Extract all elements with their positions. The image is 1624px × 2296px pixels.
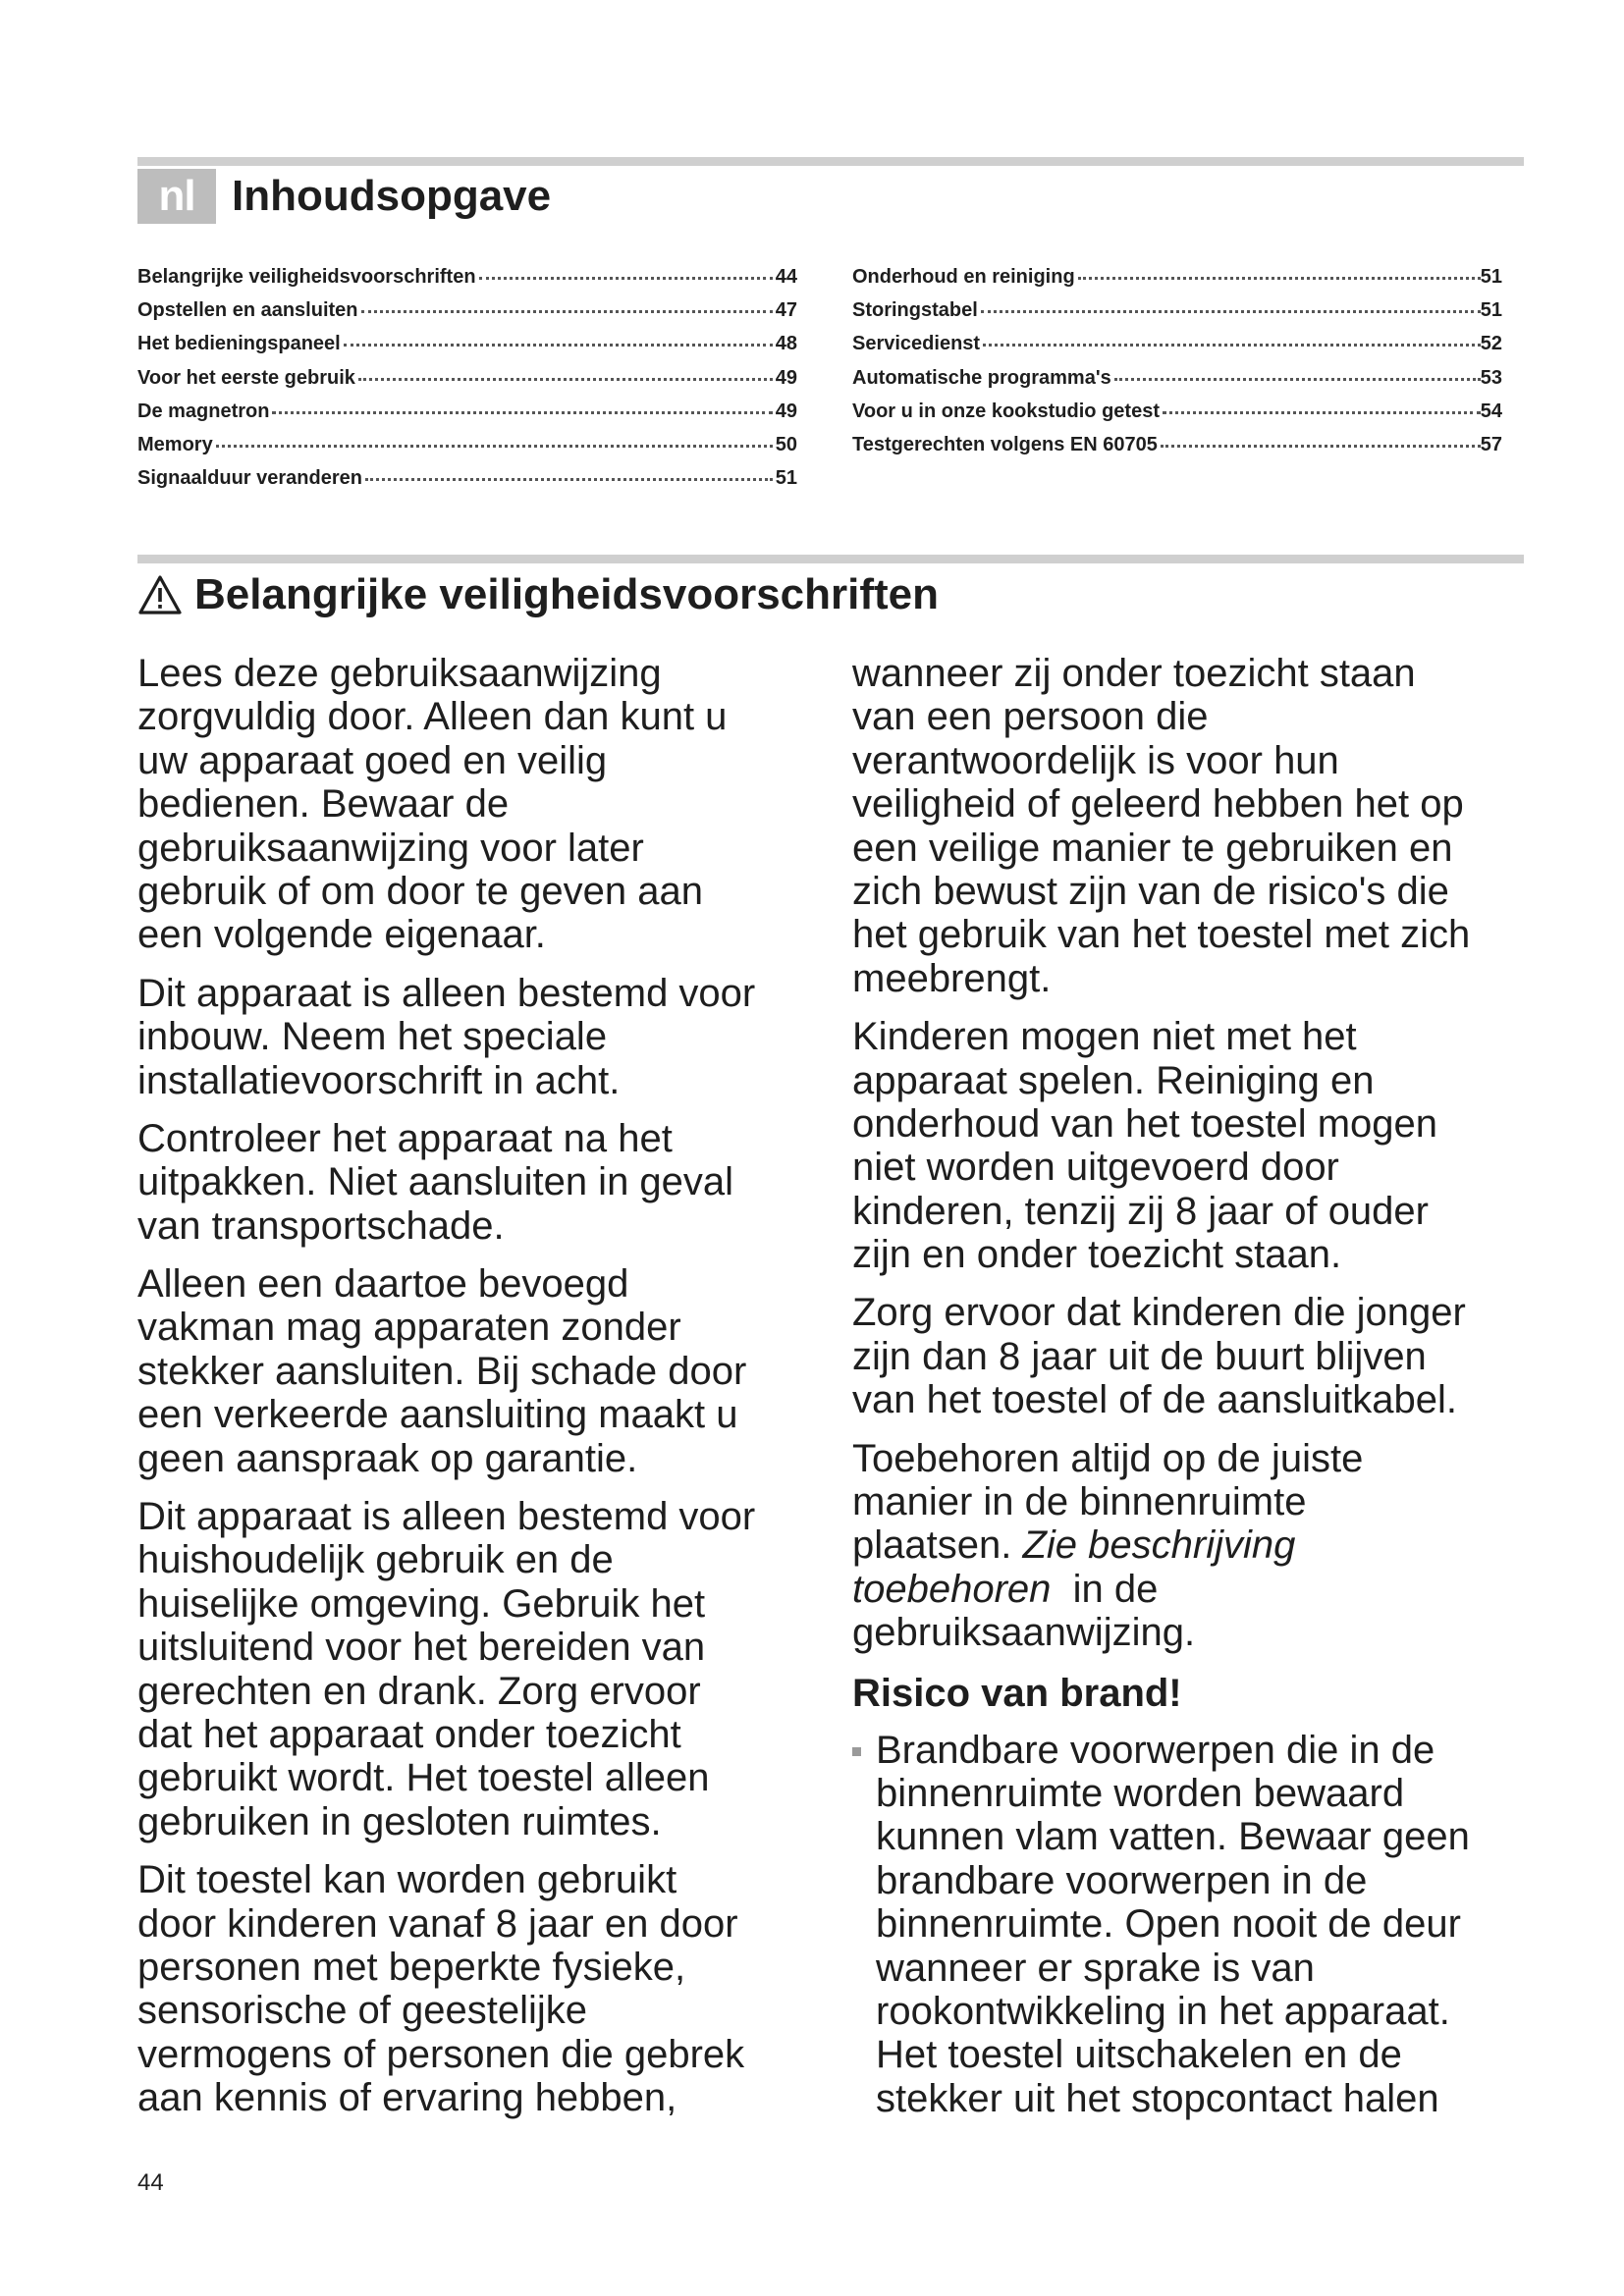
toc-entry <box>852 294 1502 327</box>
toc-entry-page: 44 <box>775 266 797 288</box>
section-title: Belangrijke veiligheidsvoorschriften <box>194 570 940 618</box>
paragraph <box>137 1495 825 1843</box>
toc-leader-dots <box>344 324 773 347</box>
text-line: Zorg ervoor dat kinderen die jonger <box>852 1291 1466 1335</box>
toc-entry-page: 49 <box>775 366 797 389</box>
toc-title: Inhoudsopgave <box>232 172 552 220</box>
text-line: verantwoordelijk is voor hun <box>852 738 1339 782</box>
toc-leader-dots <box>1078 257 1481 280</box>
text-line: kinderen, tenzij zij 8 jaar of ouder <box>852 1189 1429 1233</box>
toc-entry-label: Servicedienst <box>852 333 981 355</box>
toc-column-right <box>852 260 1502 461</box>
text-line: niet worden uitgevoerd door <box>852 1146 1339 1190</box>
text-line: door kinderen vanaf 8 jaar en door <box>137 1901 738 1946</box>
paragraph <box>852 652 1540 1000</box>
bullet-text-line <box>852 1947 1540 1990</box>
toc-entry-page: 48 <box>775 333 797 355</box>
toc-entry <box>137 428 797 461</box>
bullet-text-line <box>852 2033 1540 2076</box>
text-line <box>852 1568 1540 1611</box>
text-line: uitsluitend voor het bereiden van <box>137 1626 706 1670</box>
bullet-text-line <box>852 1772 1540 1815</box>
text-line: Toebehoren altijd op de juiste <box>852 1436 1364 1480</box>
bullet-text: brandbare voorwerpen in de <box>876 1858 1368 1902</box>
text-line: meebrengt. <box>852 956 1052 1000</box>
language-badge: nl <box>137 169 216 224</box>
text-line: gebruiksaanwijzing. <box>852 1611 1196 1655</box>
paragraph-accessories <box>852 1437 1540 1655</box>
bullet-text: wanneer er sprake is van <box>876 1946 1315 1990</box>
text-line: gebruik of om door te geven aan <box>137 869 703 913</box>
toc-entry-label: Opstellen en aansluiten <box>137 299 358 322</box>
bullet-text-line <box>852 1815 1540 1858</box>
toc-entry-label: Het bedieningspaneel <box>137 333 341 355</box>
toc-entry <box>137 395 797 428</box>
text-line: een verkeerde aansluiting maakt u <box>137 1393 738 1437</box>
bullet-text: binnenruimte worden bewaard <box>876 1771 1405 1815</box>
toc-leader-dots <box>981 291 1481 313</box>
toc-column-left <box>137 260 797 495</box>
toc-entry <box>137 327 797 360</box>
text-line: zorgvuldig door. Alleen dan kunt u <box>137 695 728 739</box>
bullet-text: rookontwikkeling in het apparaat. <box>876 1989 1450 2033</box>
text-line: aan kennis of ervaring hebben, <box>137 2076 677 2120</box>
bullet-text-line <box>852 1902 1540 1946</box>
toc-leader-dots <box>365 458 773 481</box>
right-paragraphs <box>852 652 1540 1422</box>
text-line: uw apparaat goed en veilig <box>137 738 608 782</box>
toc-entry-label: Automatische programma's <box>852 366 1111 389</box>
accessory-reference: toebehoren <box>852 1567 1052 1611</box>
toc-leader-dots <box>272 392 772 414</box>
text-line: Dit apparaat is alleen bestemd voor <box>137 971 756 1015</box>
text-line: vermogens of personen die gebrek <box>137 2032 745 2076</box>
text-line: zijn dan 8 jaar uit de buurt blijven <box>852 1334 1427 1378</box>
text-line: Dit apparaat is alleen bestemd voor <box>137 1495 756 1539</box>
text-line: van transportschade. <box>137 1203 505 1248</box>
warning-triangle-icon <box>137 574 183 615</box>
toc-entry <box>852 327 1502 360</box>
toc-leader-dots <box>479 257 773 280</box>
bullet-text: kunnen vlam vatten. Bewaar geen <box>876 1815 1470 1859</box>
text-line: zijn en onder toezicht staan. <box>852 1233 1342 1277</box>
body-column-left <box>137 652 825 2135</box>
text-line: gerechten en drank. Zorg ervoor <box>137 1669 701 1713</box>
text-line: uitpakken. Niet aansluiten in geval <box>137 1160 734 1204</box>
text-line: gebruiksaanwijzing voor later <box>137 826 644 870</box>
text-line: sensorische of geestelijke <box>137 1989 588 2033</box>
toc-entry <box>852 428 1502 461</box>
toc-entry-page: 47 <box>775 299 797 322</box>
text-line: een volgende eigenaar. <box>137 913 546 957</box>
toc-entry-page: 53 <box>1480 366 1502 389</box>
toc-entry-page: 51 <box>775 467 797 490</box>
toc-entry-label: Voor het eerste gebruik <box>137 366 355 389</box>
toc-entry-page: 57 <box>1480 433 1502 455</box>
bullet-text: binnenruimte. Open nooit de deur <box>876 1902 1461 1947</box>
top-divider <box>137 157 1524 166</box>
toc-entry-page: 52 <box>1480 333 1502 355</box>
text-line: een veilige manier te gebruiken en <box>852 826 1453 870</box>
text-line: veiligheid of geleerd hebben het op <box>852 782 1464 827</box>
text-line: geen aanspraak op garantie. <box>137 1436 638 1480</box>
accessory-reference: Zie beschrijving <box>1022 1523 1296 1568</box>
toc-entry <box>137 461 797 495</box>
text-line: gebruikt wordt. Het toestel alleen <box>137 1756 710 1800</box>
toc-entry-label: Belangrijke veiligheidsvoorschriften <box>137 266 476 288</box>
text-line: huiselijke omgeving. Gebruik het <box>137 1581 706 1626</box>
toc-entry <box>852 361 1502 395</box>
text-line: onderhoud van het toestel mogen <box>852 1101 1437 1146</box>
bullet-text-line <box>852 2077 1540 2120</box>
text-line: vakman mag apparaten zonder <box>137 1306 681 1350</box>
toc-entry-page: 51 <box>1480 266 1502 288</box>
toc-entry-page: 50 <box>775 433 797 455</box>
toc-leader-dots <box>1114 358 1481 381</box>
toc-entry <box>137 294 797 327</box>
text-line: manier in de binnenruimte <box>852 1480 1307 1524</box>
text-line: het gebruik van het toestel met zich <box>852 913 1471 957</box>
page-number: 44 <box>137 2169 164 2196</box>
text-fragment: in de <box>1051 1567 1159 1611</box>
text-line: huishoudelijk gebruik en de <box>137 1538 614 1582</box>
text-line: dat het apparaat onder toezicht <box>137 1712 681 1756</box>
paragraph <box>137 1858 825 2119</box>
text-line: stekker aansluiten. Bij schade door <box>137 1349 747 1393</box>
text-line <box>852 1523 1540 1567</box>
toc-entry-page: 49 <box>775 400 797 422</box>
toc-entry-page: 54 <box>1480 400 1502 422</box>
toc-entry-label: Testgerechten volgens EN 60705 <box>852 433 1158 455</box>
bullet-text-line <box>852 1990 1540 2033</box>
paragraph <box>137 652 825 957</box>
toc-entry-label: De magnetron <box>137 400 270 422</box>
section-heading <box>137 565 939 624</box>
toc-entry-label: Onderhoud en reiniging <box>852 266 1075 288</box>
text-line: Kinderen mogen niet met het <box>852 1015 1357 1059</box>
text-line: installatievoorschrift in acht. <box>137 1058 621 1102</box>
text-line: Lees deze gebruiksaanwijzing <box>137 652 662 695</box>
bullet-text: Het toestel uitschakelen en de <box>876 2033 1402 2077</box>
toc-entry-label: Storingstabel <box>852 299 978 322</box>
toc-entry-page: 51 <box>1480 299 1502 322</box>
toc-leader-dots <box>1163 392 1481 414</box>
toc-leader-dots <box>361 291 773 313</box>
bullet-list-item <box>852 1729 1540 2121</box>
bullet-text-line <box>852 1859 1540 1902</box>
text-fragment: plaatsen. <box>852 1523 1023 1568</box>
toc-entry-label: Signaalduur veranderen <box>137 467 362 490</box>
toc-entry-label: Memory <box>137 433 213 455</box>
bullet-text: Brandbare voorwerpen die in de <box>876 1728 1435 1772</box>
text-line: gebruiken in gesloten ruimtes. <box>137 1799 662 1843</box>
text-line: inbouw. Neem het speciale <box>137 1015 608 1059</box>
section-divider <box>137 555 1524 563</box>
toc-entry <box>137 260 797 294</box>
paragraph <box>852 1015 1540 1276</box>
text-line: Dit toestel kan worden gebruikt <box>137 1858 677 1902</box>
paragraph <box>137 972 825 1102</box>
toc-leader-dots <box>216 425 773 448</box>
paragraph <box>137 1117 825 1248</box>
toc-leader-dots <box>358 358 773 381</box>
fire-risk-heading: Risico van brand! <box>852 1671 1182 1715</box>
text-line: Alleen een daartoe bevoegd <box>137 1262 629 1307</box>
toc-entry-label: Voor u in onze kookstudio getest <box>852 400 1160 422</box>
text-line: zich bewust zijn van de risico's die <box>852 869 1449 913</box>
toc-leader-dots <box>983 324 1481 347</box>
toc-leader-dots <box>1161 425 1481 448</box>
text-line: wanneer zij onder toezicht staan <box>852 652 1416 695</box>
toc-entry <box>852 395 1502 428</box>
paragraph <box>852 1291 1540 1421</box>
paragraph <box>137 1262 825 1480</box>
text-line: Controleer het apparaat na het <box>137 1116 673 1160</box>
text-line: van een persoon die <box>852 695 1209 739</box>
text-line: personen met beperkte fysieke, <box>137 1945 686 1989</box>
body-column-right <box>852 652 1540 2120</box>
bullet-marker-icon <box>852 1747 861 1756</box>
toc-entry <box>137 361 797 395</box>
text-line: apparaat spelen. Reiniging en <box>852 1058 1375 1102</box>
text-line: van het toestel of de aansluitkabel. <box>852 1378 1457 1422</box>
text-line: bedienen. Bewaar de <box>137 782 510 827</box>
toc-entry <box>852 260 1502 294</box>
bullet-text-line <box>852 1729 1540 1772</box>
bullet-text: stekker uit het stopcontact halen <box>876 2076 1439 2120</box>
